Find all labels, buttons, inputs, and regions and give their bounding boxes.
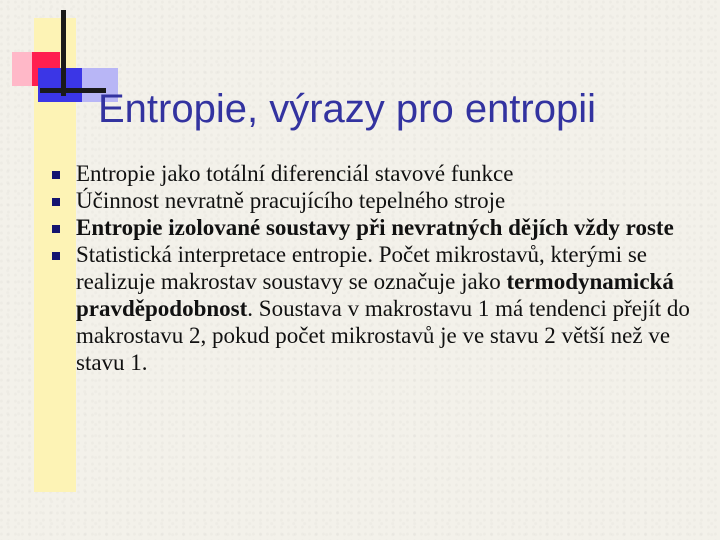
bullet-text-part1: Statistická interpretace entropie. Počet mikrostavů, kterými se realizuje makrostav soustavy se označuje jako	[76, 242, 647, 294]
decor-pink-block	[12, 52, 32, 86]
bullet-text: Entropie izolované soustavy při nevratných dějích vždy roste	[76, 215, 674, 240]
bullet-text-part2: . Soustava v makrostavu 1 má tendenci přejít do makrostavu 2, pokud počet mikrostavů je ve stavu 2 větší než ve stavu 1.	[76, 296, 690, 375]
bullet-item-4	[48, 241, 708, 376]
decor-black-vertical-line	[61, 10, 66, 96]
bullet-item-3	[48, 214, 708, 241]
bullet-item-2	[48, 187, 708, 214]
bullet-square-icon	[52, 198, 60, 206]
bullet-text: Účinnost nevratně pracujícího tepelného stroje	[76, 188, 506, 213]
slide-title: Entropie, výrazy pro entropii	[98, 87, 597, 131]
bullet-list	[48, 160, 708, 376]
bullet-square-icon	[52, 252, 60, 260]
bullet-square-icon	[52, 171, 60, 179]
bullet-text: Entropie jako totální diferenciál stavové funkce	[76, 161, 514, 186]
bullet-square-icon	[52, 225, 60, 233]
bullet-text-bold: termodynamická pravděpodobnost	[76, 269, 674, 321]
decor-black-horizontal-line	[40, 88, 106, 93]
bullet-item-1	[48, 160, 708, 187]
